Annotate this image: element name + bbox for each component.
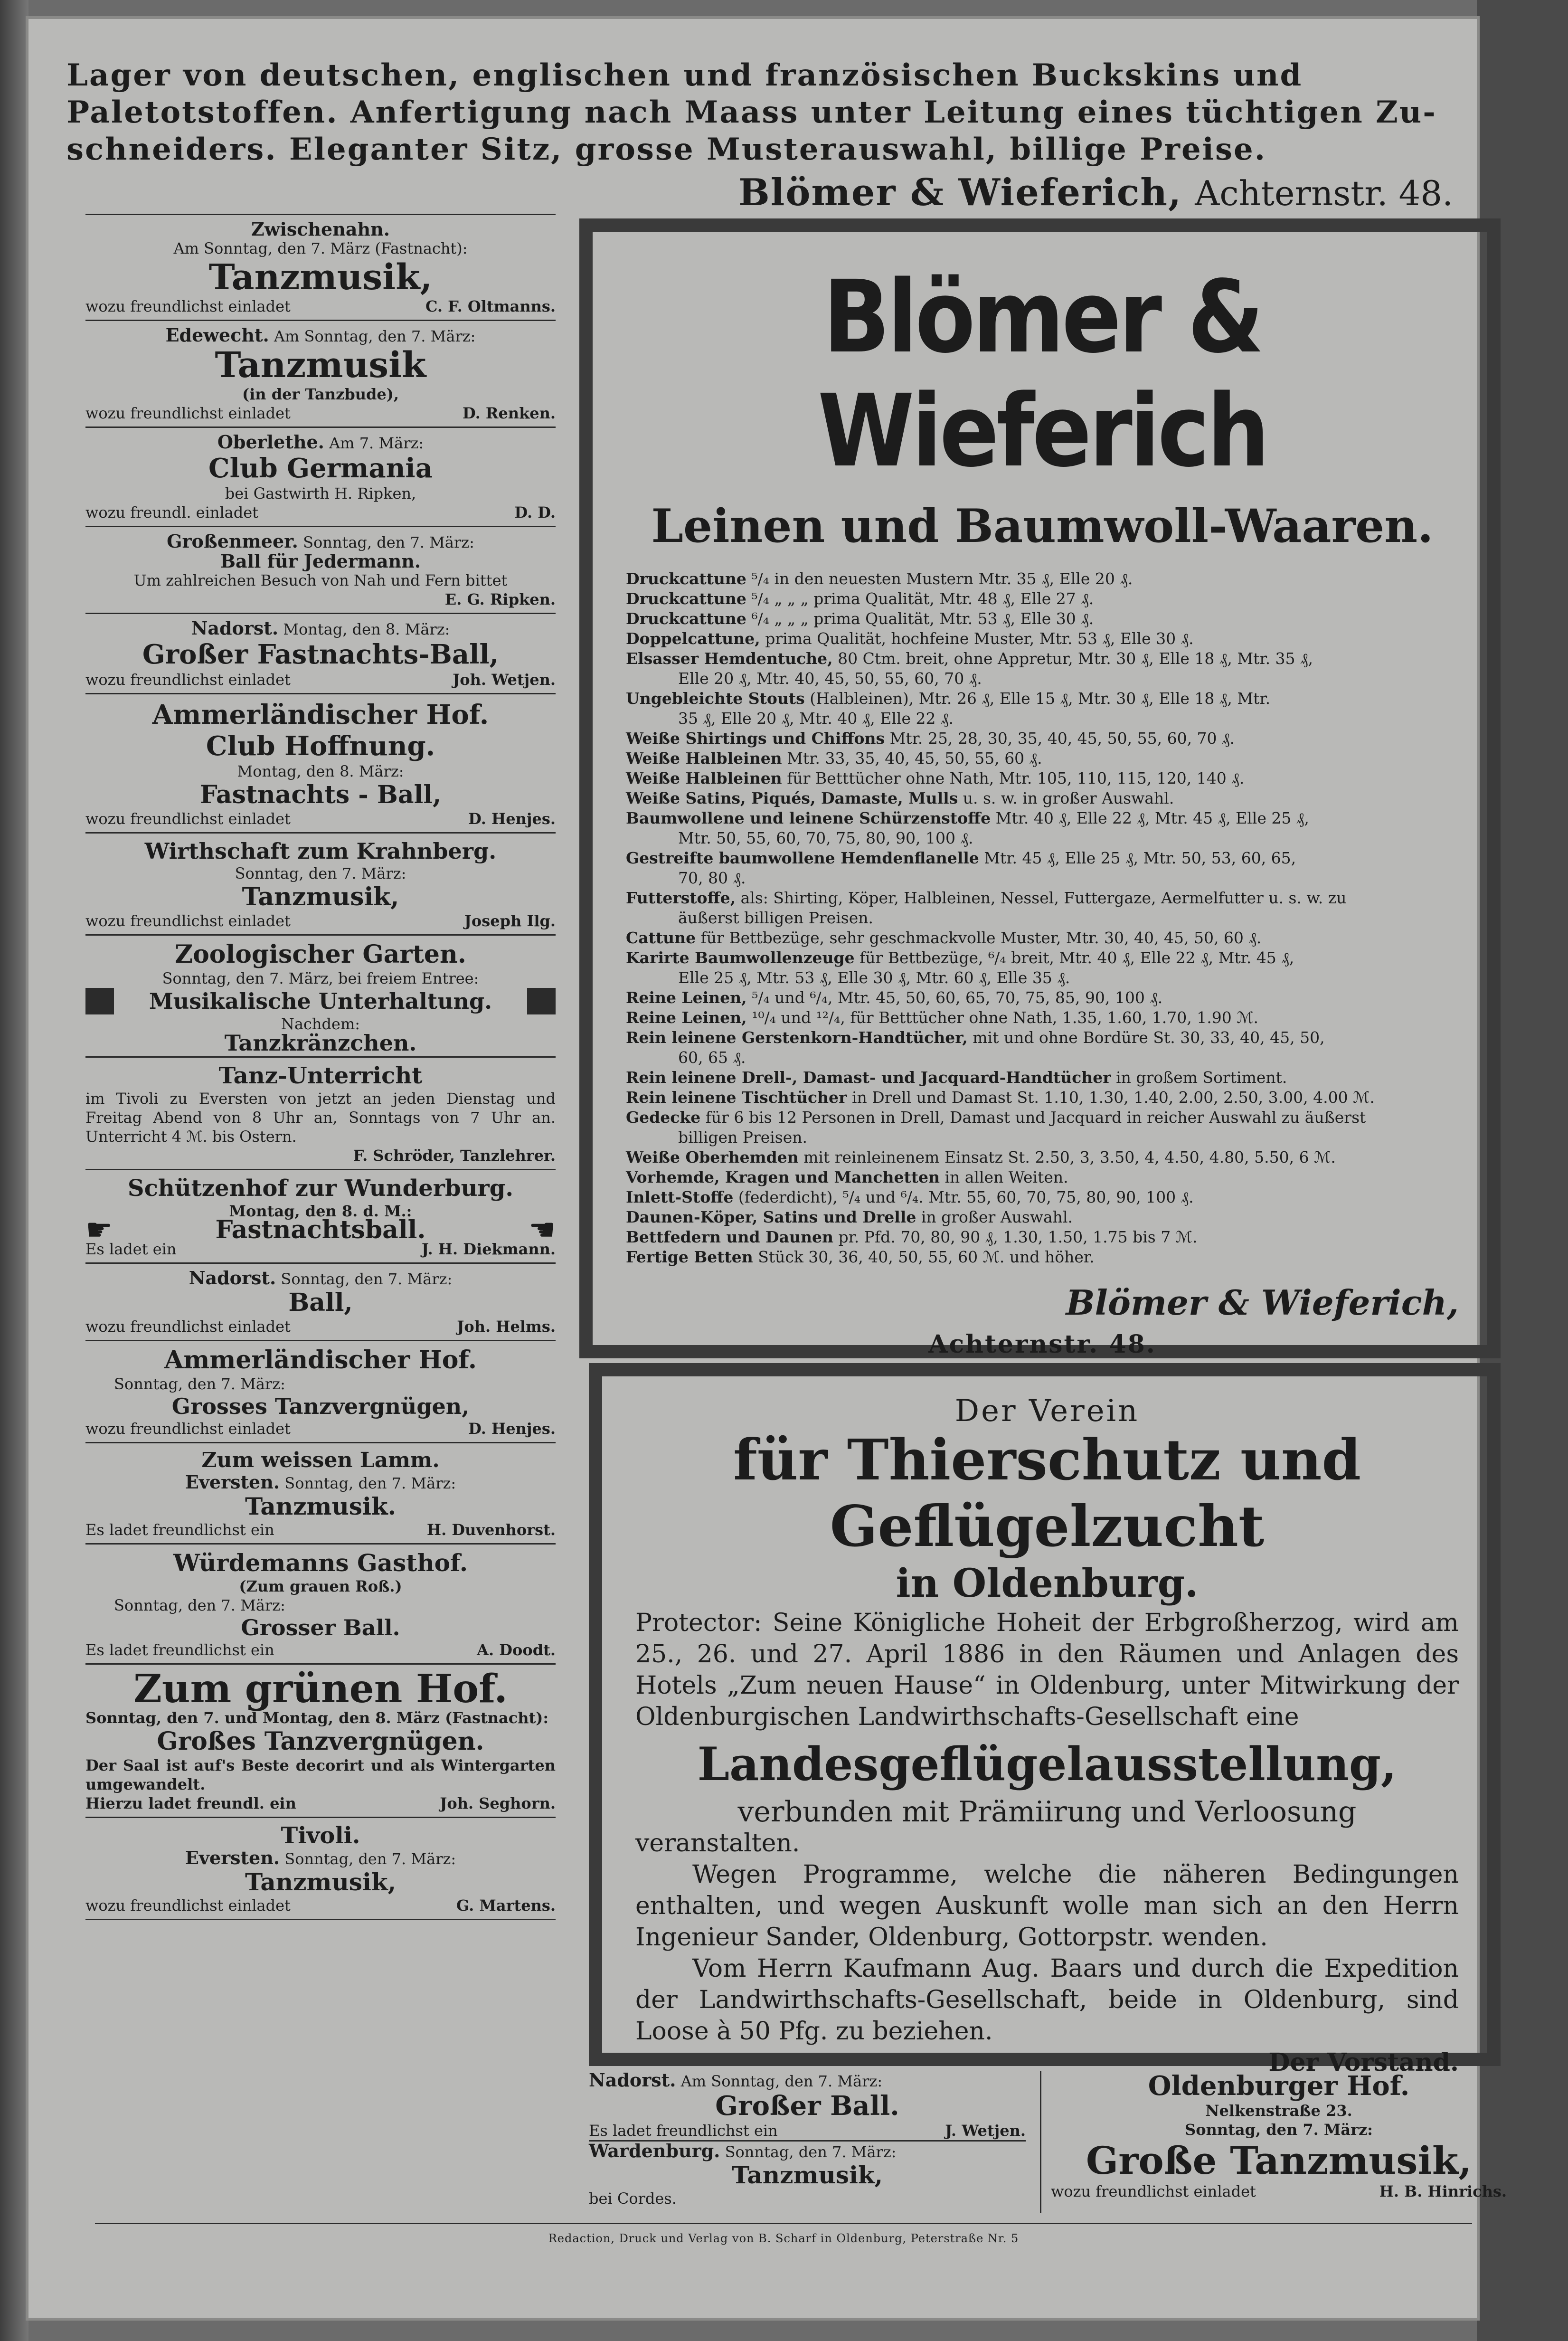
ad-host: E. G. Ripken. (444, 590, 556, 608)
item-name: Rein leinene Drell-, Damast- und Jacquard-Handtücher (626, 1068, 1111, 1087)
ad-title: Großer Ball. (715, 2090, 899, 2122)
item-price: (federdicht), ⁵/₄ und ⁶/₄. Mtr. 55, 60, 70, 75, 80, 90, 100 ₰. (738, 1188, 1194, 1206)
price-list-item (626, 888, 1459, 908)
ad-place: Großenmeer. (167, 531, 298, 552)
ad-note: Nachdem: (281, 1015, 360, 1033)
ad-date: Am Sonntag, den 7. März: (680, 2072, 883, 2090)
ad-place: Nadorst. (191, 617, 279, 639)
price-list-item (626, 1167, 1459, 1187)
ad-title: Tivoli. (281, 1822, 360, 1849)
verein-paragraph-3: veranstalten. (635, 1829, 800, 1858)
ad-footer (1051, 2182, 1507, 2201)
header-advert (66, 57, 1453, 215)
ad-title: Ammerländischer Hof. (152, 699, 489, 730)
ad-date: Montag, den 8. März: (283, 620, 450, 638)
ad-tanz-unterricht (85, 1058, 556, 1170)
ad-host: H. Duvenhorst. (426, 1521, 556, 1539)
ad-title: Würdemanns Gasthof. (173, 1549, 468, 1577)
ad-schuetzenhof (85, 1170, 556, 1264)
ad-footer (85, 1896, 556, 1915)
item-price: ¹⁰/₄ und ¹²/₄, für Betttücher ohne Nath, 1.35, 1.60, 1.70, 1.90 ℳ. (752, 1008, 1258, 1027)
item-name: Elsasser Hemdentuche, (626, 649, 833, 668)
ad-ammerlaendischer-hof-1 (85, 694, 556, 834)
item-name: Inlett-Stoffe (626, 1188, 734, 1206)
ad-zwischenahn (85, 214, 556, 321)
ad-subtitle: Club Hoffnung. (206, 730, 435, 762)
price-list-item (626, 768, 1459, 788)
ad-date: Sonntag, den 7. März: (114, 1375, 285, 1393)
ad-invite: Hierzu ladet freundl. ein (85, 1794, 296, 1812)
ad-title: Ammerländischer Hof. (164, 1346, 477, 1374)
ad-footer (85, 1794, 556, 1813)
ad-invite: wozu freundlichst einladet (85, 297, 291, 315)
item-name: Reine Leinen, (626, 988, 747, 1007)
imprint-footer: Redaction, Druck und Verlag von B. Scharf in Oldenburg, Peterstraße Nr. 5 (95, 2223, 1472, 2245)
ad-place: Oberlethe. (217, 431, 324, 453)
verein-exhibition: Landesgeflügelausstellung, (697, 1737, 1397, 1791)
ad-invite: Es ladet freundlichst ein (85, 1521, 274, 1539)
ad-place: Nadorst. (189, 1267, 276, 1289)
ad-event: Tanzmusik. (245, 1492, 397, 1520)
item-price: als: Shirting, Köper, Halbleinen, Nessel, Futtergaze, Aermelfutter u. s. w. zu (740, 889, 1347, 907)
price-list-item (626, 1108, 1459, 1128)
left-column (85, 214, 556, 1920)
item-price: in allen Weiten. (945, 1168, 1068, 1186)
ad-place: Nadorst. (589, 2069, 676, 2091)
ad-edewecht (85, 321, 556, 428)
item-name: Rein leinene Gerstenkorn-Handtücher, (626, 1028, 968, 1047)
ad-event: Fastnachtsball. (215, 1215, 426, 1244)
ad-footer (589, 2121, 1026, 2140)
item-continuation: Elle 20 ₰, Mtr. 40, 45, 50, 55, 60, 70 ₰. (678, 669, 982, 688)
ad-krahnberg (85, 834, 556, 936)
price-list-item (626, 1028, 1459, 1048)
ad-host: D. Henjes. (468, 810, 556, 828)
item-name: Fertige Betten (626, 1248, 753, 1266)
ad-host: Joseph Ilg. (464, 912, 556, 930)
price-list (626, 569, 1459, 1267)
ad-event: Musikalische Unterhaltung. (149, 988, 492, 1014)
ad-invite: wozu freundl. einladet (85, 503, 259, 521)
ad-date: Sonntag, den 7. März: (284, 1474, 456, 1492)
ad-title: Oldenburger Hof. (1148, 2070, 1410, 2102)
item-price: Mtr. 40 ₰, Elle 22 ₰, Mtr. 45 ₰, Elle 25 ₰, (995, 809, 1309, 827)
ad-date: Sonntag, den 7. März: (235, 864, 406, 882)
bottom-left-adverts (589, 2071, 1026, 2208)
item-price: prima Qualität, hochfeine Muster, Mtr. 53 ₰, Elle 30 ₰. (765, 629, 1194, 648)
bottom-adverts (589, 2069, 1507, 2213)
ad-invite: wozu freundlichst einladet (85, 671, 291, 689)
ad-date: Am 7. März: (329, 434, 424, 452)
ad-text: im Tivoli zu Eversten von jetzt an jeden Dienstag und Freitag Abend von 8 Uhr an, Sonntags von 7 Uhr an. Unterricht 4 ℳ. bis Ostern. (85, 1090, 556, 1146)
item-name: Baumwollene und leinene Schürzenstoffe (626, 809, 991, 827)
price-list-item (626, 1247, 1459, 1267)
ad-title: Tanzmusik, (208, 257, 433, 298)
item-name: Weiße Halbleinen (626, 749, 782, 768)
ad-invite: wozu freundlichst einladet (85, 1317, 291, 1336)
ad-footer (85, 404, 556, 423)
ad-host: D. D. (514, 503, 556, 521)
ad-date: Sonntag, den 7. März: (284, 1850, 456, 1868)
item-name: Druckcattune (626, 609, 746, 628)
ad-oldenburger-hof (1040, 2071, 1507, 2213)
item-name: Daunen-Köper, Satins und Drelle (626, 1208, 916, 1226)
item-name: Cattune (626, 929, 696, 947)
ad-tivoli (85, 1818, 556, 1920)
ad-place: Eversten. (185, 1847, 280, 1868)
ad-event-row (85, 988, 556, 1014)
ad-invite: wozu freundlichst einladet (85, 1896, 291, 1915)
ad-footer (85, 911, 556, 930)
verein-city: in Oldenburg. (896, 1561, 1199, 1606)
decorative-bar-left (85, 988, 114, 1014)
item-price: für 6 bis 12 Personen in Drell, Damast und Jacquard in reicher Auswahl zu äußerst (705, 1108, 1366, 1127)
ad-invite: Es ladet ein (85, 1240, 177, 1258)
ad-wuerdemanns-gasthof (85, 1545, 556, 1665)
item-name: Druckcattune (626, 569, 746, 588)
verein-title: für Thierschutz und Geflügelzucht (733, 1427, 1361, 1559)
ad-host: Joh. Wetjen. (453, 671, 556, 689)
ad-title: Club Germania (208, 453, 433, 484)
header-firm: Blömer & Wieferich, (738, 171, 1182, 214)
item-continuation: 70, 80 ₰. (678, 869, 746, 887)
ad-title: Zum weissen Lamm. (201, 1448, 440, 1472)
ad-date: Sonntag, den 7. März: (303, 533, 474, 551)
item-name: Druckcattune (626, 589, 746, 608)
ad-date: Sonntag, den 7. März: (281, 1270, 453, 1288)
ad-invite: wozu freundlichst einladet (85, 404, 291, 422)
ad-title: Großer Fastnachts-Ball, (142, 639, 499, 670)
ad-date: Sonntag, den 7. und Montag, den 8. März (Fastnacht): (85, 1709, 549, 1727)
ad-host: J. Wetjen. (945, 2122, 1026, 2140)
bloemer-wieferich-advert (579, 218, 1501, 1358)
price-list-item (626, 1227, 1459, 1247)
ad-event: Fastnachts - Ball, (199, 780, 442, 809)
ad-title: Tanzmusik (215, 345, 426, 386)
price-list-item (626, 848, 1459, 868)
ad-ammerlaendischer-hof-2 (85, 1341, 556, 1443)
ad-nadorst-grosser-ball (589, 2071, 1026, 2142)
ad-wardenburg (589, 2142, 1026, 2208)
verein-paragraph-4: Wegen Programme, welche die näheren Bedingungen enthalten, und wegen Auskunft wolle man sich an den Herrn Ingenieur Sander, Oldenburg, Gottorpstr. wenden. (635, 1860, 1459, 1952)
item-price: mit und ohne Bordüre St. 30, 33, 40, 45, 50, (973, 1028, 1325, 1047)
ad-event: Große Tanzmusik, (1086, 2138, 1472, 2183)
item-name: Weiße Satins, Piqués, Damaste, Mulls (626, 789, 958, 807)
ad-invite: wozu freundlichst einladet (85, 810, 291, 828)
item-name: Futterstoffe, (626, 889, 736, 907)
ad-footer (85, 503, 556, 522)
ad-title: Tanz-Unterricht (218, 1062, 423, 1089)
ad-invite: wozu freundlichst einladet (85, 1420, 291, 1438)
ad-invite: Es ladet freundlichst ein (85, 1641, 274, 1659)
item-price: Mtr. 33, 35, 40, 45, 50, 55, 60 ₰. (787, 749, 1042, 768)
ad-footer (85, 1640, 556, 1659)
item-name: Bettfedern und Daunen (626, 1228, 834, 1246)
item-price: für Betttücher ohne Nath, Mtr. 105, 110, 115, 120, 140 ₰. (787, 769, 1245, 787)
price-list-item (626, 749, 1459, 768)
verein-paragraph-1: Protector: Seine Königliche Hoheit der Erbgroßherzog, wird am 25., 26. und 27. April 1886 in den Räumen und Anlagen des Hotels „Zum neuen Hause“ in Oldenburg, unter Mitwirkung der Oldenburgischen Landwirthschafts-Gesellschaft eine (635, 1609, 1459, 1731)
ad-event: Tanzmusik, (242, 882, 399, 911)
ad-footer (85, 297, 556, 316)
header-address: Achternstr. 48. (1195, 173, 1453, 213)
price-list-item (626, 649, 1459, 669)
price-list-item (626, 569, 1459, 589)
ad-place: Zwischenahn. (251, 218, 390, 240)
ad-oberlethe (85, 428, 556, 527)
item-price: ⁵/₄ und ⁶/₄, Mtr. 45, 50, 60, 65, 70, 75, 85, 90, 100 ₰. (752, 988, 1163, 1007)
header-line-3: schneiders. Eleganter Sitz, grosse Musterauswahl, billige Preise. (66, 132, 1266, 167)
ad-host: A. Doodt. (477, 1641, 556, 1659)
item-price: ⁵/₄ in den neuesten Mustern Mtr. 35 ₰, Elle 20 ₰. (751, 569, 1133, 588)
ad-host: H. B. Hinrichs. (1379, 2182, 1507, 2200)
item-name: Ungebleichte Stouts (626, 689, 805, 708)
pointing-hand-left-icon: ☛ (528, 1213, 556, 1248)
ad-host: G. Martens. (456, 1896, 556, 1915)
ad-event: Ball, (288, 1288, 353, 1317)
ad-title: Ball für Jedermann. (220, 550, 421, 572)
verein-head: Der Verein (954, 1393, 1140, 1429)
ad-date: Montag, den 8. d. M.: (229, 1202, 412, 1220)
item-name: Weiße Halbleinen (626, 769, 782, 787)
price-list-item (626, 928, 1459, 948)
item-price: ⁶/₄ „ „ „ prima Qualität, Mtr. 53 ₰, Elle 30 ₰. (751, 609, 1094, 628)
item-price: in Drell und Damast St. 1.10, 1.30, 1.40, 2.00, 2.50, 3.00, 4.00 ℳ. (851, 1088, 1375, 1107)
price-list-item (626, 629, 1459, 649)
item-price: ⁵/₄ „ „ „ prima Qualität, Mtr. 48 ₰, Elle 27 ₰. (751, 589, 1094, 608)
verein-advert (589, 1363, 1501, 2077)
advert-address: Achternstr. 48. (928, 1330, 1156, 1359)
item-name: Gestreifte baumwollene Hemdenflanelle (626, 849, 979, 867)
ad-zoologischer-garten (85, 936, 556, 1058)
ad-event: Tanzmusik, (245, 1868, 397, 1896)
item-name: Weiße Oberhemden (626, 1148, 799, 1166)
header-line-2: Paletotstoffen. Anfertigung nach Maass unter Leitung eines tüchtigen Zu- (66, 95, 1437, 130)
ad-note: Der Saal ist auf's Beste decorirt und als Wintergarten umgewandelt. (85, 1756, 556, 1793)
advert-firm-title: Blömer & Wieferich (817, 259, 1267, 489)
ad-nadorst-fastnacht (85, 614, 556, 694)
ad-event-row (85, 1213, 556, 1248)
item-price: Mtr. 25, 28, 30, 35, 40, 45, 50, 55, 60, 70 ₰. (889, 729, 1235, 748)
price-list-item (626, 948, 1459, 968)
item-price: für Bettbezüge, ⁶/₄ breit, Mtr. 40 ₰, Elle 22 ₰, Mtr. 45 ₰, (860, 948, 1294, 967)
item-continuation: 35 ₰, Elle 20 ₰, Mtr. 40 ₰, Elle 22 ₰. (678, 709, 954, 728)
item-name: Rein leinene Tischtücher (626, 1088, 847, 1107)
ad-title: Zum grünen Hof. (133, 1666, 508, 1712)
price-list-item (626, 689, 1459, 709)
ad-gruener-hof (85, 1665, 556, 1818)
ad-host: D. Renken. (462, 404, 556, 422)
ad-place: Wardenburg. (589, 2140, 720, 2161)
ad-note: (Zum grauen Roß.) (239, 1577, 402, 1595)
decorative-bar-right (527, 988, 556, 1014)
price-list-item (626, 589, 1459, 609)
item-price: pr. Pfd. 70, 80, 90 ₰, 1.30, 1.50, 1.75 bis 7 ℳ. (838, 1228, 1198, 1246)
price-list-item (626, 1068, 1459, 1088)
ad-date: Sonntag, den 7. März: (1185, 2121, 1373, 2139)
item-continuation: 60, 65 ₰. (678, 1048, 746, 1067)
verein-signature: Der Vorstand. (1268, 2048, 1459, 2077)
ad-title: Tanzmusik, (731, 2161, 883, 2189)
ad-note: Um zahlreichen Besuch von Nah und Fern bittet (133, 571, 508, 589)
ad-host: Joh. Seghorn. (440, 1794, 556, 1812)
ad-invite: wozu freundlichst einladet (1051, 2182, 1256, 2200)
pointing-hand-right-icon: ☛ (85, 1213, 113, 1248)
item-name: Weiße Shirtings und Chiffons (626, 729, 885, 748)
advert-signature: Blömer & Wieferich, (1066, 1282, 1459, 1323)
ad-date: Am Sonntag, den 7. März: (274, 327, 476, 345)
verein-paragraph-5: Vom Herrn Kaufmann Aug. Baars und durch die Expedition der Landwirthschafts-Gesellschaft, beide in Oldenburg, sind Loose à 50 Pfg. zu beziehen. (635, 1954, 1459, 2046)
item-price: in großer Auswahl. (921, 1208, 1073, 1226)
ad-note: (in der Tanzbude), (242, 385, 399, 403)
item-price: in großem Sortiment. (1116, 1068, 1287, 1087)
ad-place: Eversten. (185, 1471, 280, 1493)
ad-host: bei Cordes. (589, 2189, 677, 2208)
ad-place: Edewecht. (165, 324, 269, 346)
ad-date: Am Sonntag, den 7. März (Fastnacht): (173, 239, 468, 257)
price-list-item (626, 1088, 1459, 1108)
ad-host: F. Schröder, Tanzlehrer. (353, 1147, 556, 1165)
ad-date: Sonntag, den 7. März: (725, 2143, 897, 2161)
binding-edge (0, 0, 28, 2341)
ad-host: D. Henjes. (468, 1420, 556, 1438)
ad-date: Montag, den 8. März: (237, 762, 404, 780)
ad-invite: wozu freundlichst einladet (85, 912, 291, 930)
price-list-item (626, 1008, 1459, 1028)
ad-nadorst-ball (85, 1264, 556, 1341)
ad-invite: Es ladet freundlichst ein (589, 2122, 778, 2140)
price-list-item (626, 1207, 1459, 1227)
ad-weisses-lamm (85, 1443, 556, 1545)
ad-title: Zoologischer Garten. (175, 940, 466, 969)
ad-footer (85, 670, 556, 689)
item-price: u. s. w. in großer Auswahl. (963, 789, 1174, 807)
price-list-item (626, 609, 1459, 629)
item-continuation: äußerst billigen Preisen. (678, 909, 873, 927)
ad-title: Schützenhof zur Wunderburg. (127, 1175, 514, 1202)
ad-date: Sonntag, den 7. März: (114, 1596, 285, 1614)
item-name: Reine Leinen, (626, 1008, 747, 1027)
price-list-item (626, 1147, 1459, 1167)
verein-paragraph-2: verbunden mit Prämiirung und Verloosung (737, 1795, 1357, 1829)
item-continuation: billigen Preisen. (678, 1128, 808, 1147)
item-continuation: Mtr. 50, 55, 60, 70, 75, 80, 90, 100 ₰. (678, 829, 973, 847)
ad-title: Wirthschaft zum Krahnberg. (144, 838, 497, 864)
ad-host: C. F. Oltmanns. (425, 297, 556, 315)
price-list-item (626, 988, 1459, 1008)
item-continuation: Elle 25 ₰, Mtr. 53 ₰, Elle 30 ₰, Mtr. 60 ₰, Elle 35 ₰. (678, 968, 1070, 987)
ad-event: Großes Tanzvergnügen. (157, 1727, 484, 1756)
price-list-item (626, 729, 1459, 749)
item-price: (Halbleinen), Mtr. 26 ₰, Elle 15 ₰, Mtr. 30 ₰, Elle 18 ₰, Mtr. (810, 689, 1271, 708)
price-list-item (626, 788, 1459, 808)
ad-footer (85, 1317, 556, 1336)
advert-subtitle: Leinen und Baumwoll-Waaren. (651, 499, 1434, 553)
ad-footer (85, 809, 556, 828)
ad-event-2: Tanzkränzchen. (224, 1030, 417, 1056)
ad-footer (85, 1419, 556, 1438)
price-list-item (626, 1187, 1459, 1207)
item-price: für Bettbezüge, sehr geschmackvolle Muster, Mtr. 30, 40, 45, 50, 60 ₰. (700, 929, 1262, 947)
ad-address: Nelkenstraße 23. (1205, 2102, 1352, 2120)
ad-footer (85, 1520, 556, 1539)
item-price: Stück 30, 36, 40, 50, 55, 60 ℳ. und höher. (758, 1248, 1095, 1266)
item-price: Mtr. 45 ₰, Elle 25 ₰, Mtr. 50, 53, 60, 65, (984, 849, 1296, 867)
item-name: Vorhemde, Kragen und Manchetten (626, 1168, 940, 1186)
ad-note: bei Gastwirth H. Ripken, (225, 484, 416, 502)
ad-grossenmeer (85, 527, 556, 614)
item-name: Doppelcattune, (626, 629, 760, 648)
item-price: mit reinleinenem Einsatz St. 2.50, 3, 3.50, 4, 4.50, 4.80, 5.50, 6 ℳ. (803, 1148, 1336, 1166)
ad-date: Sonntag, den 7. März, bei freiem Entree: (162, 969, 479, 987)
ad-event: Grosses Tanzvergnügen, (171, 1393, 470, 1419)
header-line-1: Lager von deutschen, englischen und französischen Buckskins und (66, 57, 1303, 93)
header-signature (66, 171, 1453, 215)
item-price: 80 Ctm. breit, ohne Appretur, Mtr. 30 ₰, Elle 18 ₰, Mtr. 35 ₰, (838, 649, 1313, 668)
price-list-item (626, 808, 1459, 828)
ad-host: Joh. Helms. (457, 1317, 556, 1336)
item-name: Gedecke (626, 1108, 701, 1127)
item-name: Karirte Baumwollenzeuge (626, 948, 855, 967)
ad-host: J. H. Diekmann. (421, 1240, 556, 1258)
ad-event: Grosser Ball. (241, 1615, 400, 1640)
